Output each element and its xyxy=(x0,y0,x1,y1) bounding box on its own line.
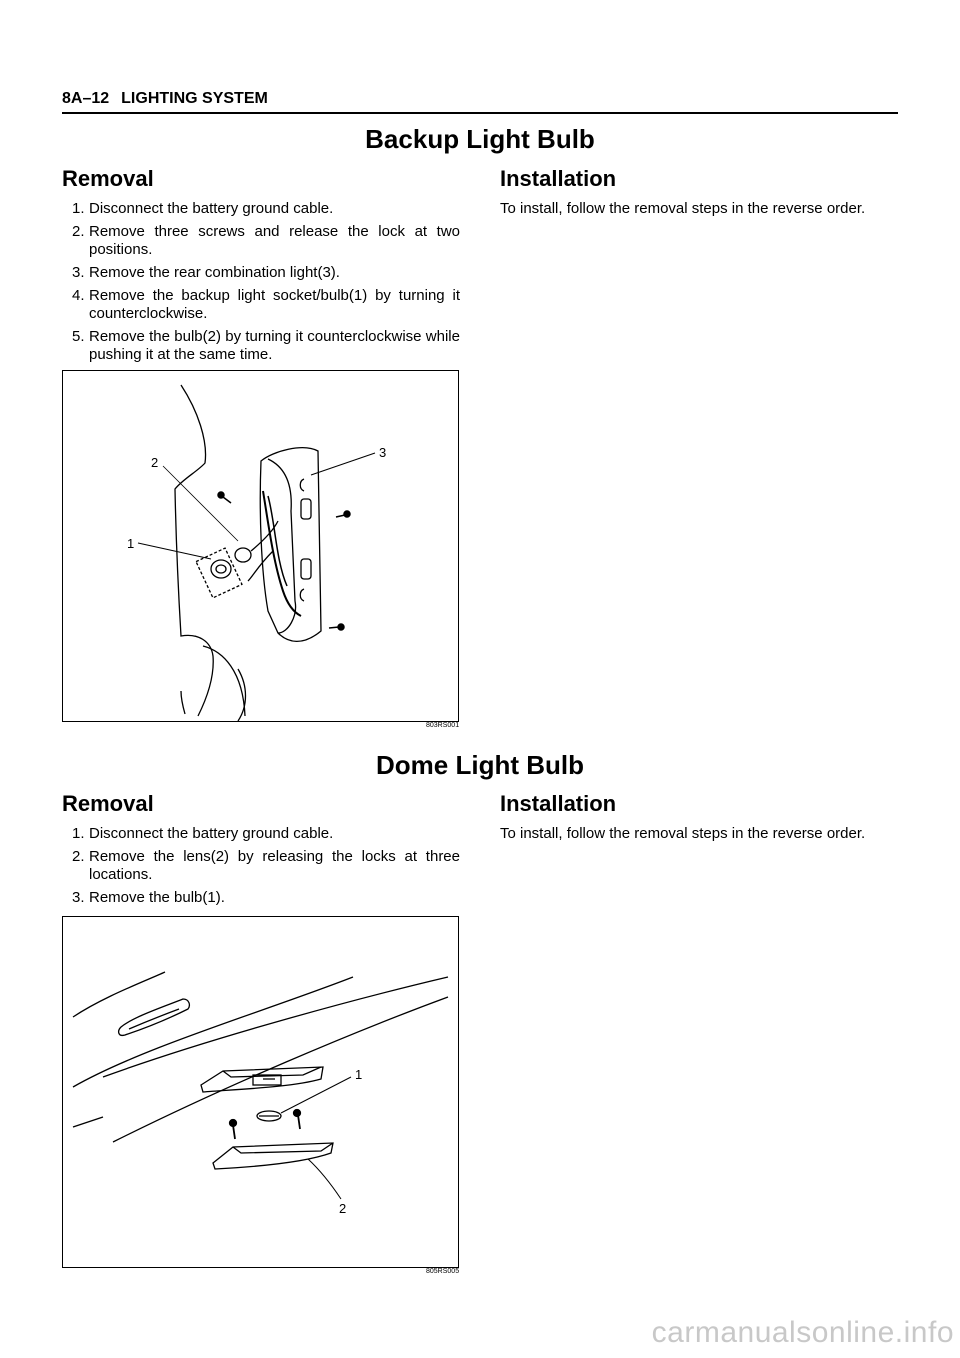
callout-2: 2 xyxy=(339,1201,347,1216)
backup-installation-column xyxy=(500,166,898,218)
backup-installation-heading: Installation xyxy=(500,166,617,191)
list-item: 4. Remove the backup light socket/bulb(1) by turning it counterclockwise. xyxy=(72,287,460,322)
dome-removal-heading: Removal xyxy=(62,791,154,816)
list-item: 3. Remove the rear combination light(3). xyxy=(72,264,340,281)
page-header xyxy=(62,90,898,114)
callout-3: 3 xyxy=(379,445,387,460)
dome-installation-text: To install, follow the removal steps in the reverse order. xyxy=(500,825,866,842)
figure-code-805RS005: 805RS005 xyxy=(426,1268,460,1275)
backup-removal-steps xyxy=(62,200,460,364)
dome-installation-heading: Installation xyxy=(500,791,617,816)
backup-removal-heading: Removal xyxy=(62,166,154,191)
callout-1: 1 xyxy=(127,536,135,551)
list-item: 2. Remove the lens(2) by releasing the locks at three locations. xyxy=(72,848,460,883)
dome-removal-steps xyxy=(62,825,460,907)
dome-light-illustration xyxy=(63,917,458,1267)
section-title-backup-light: Backup Light Bulb xyxy=(365,124,595,154)
figure-code-803RS001: 803RS001 xyxy=(426,722,460,729)
list-item: 1. Disconnect the battery ground cable. xyxy=(72,825,334,842)
watermark-link[interactable]: carmanualsonline.info xyxy=(651,1316,954,1349)
dome-removal-column xyxy=(62,791,460,912)
chapter-title: LIGHTING SYSTEM xyxy=(121,90,268,107)
dome-light-figure xyxy=(62,916,459,1268)
backup-light-figure xyxy=(62,370,459,722)
backup-light-illustration xyxy=(63,371,458,721)
backup-installation-text: To install, follow the removal steps in the reverse order. xyxy=(500,200,866,217)
callout-2: 2 xyxy=(151,455,159,470)
dome-installation-column xyxy=(500,791,898,843)
backup-removal-column xyxy=(62,166,460,369)
list-item: 3. Remove the bulb(1). xyxy=(72,889,225,906)
list-item: 5. Remove the bulb(2) by turning it counterclockwise while pushing it at the same time. xyxy=(72,328,460,363)
list-item: 1. Disconnect the battery ground cable. xyxy=(72,200,334,217)
section-title-dome-light: Dome Light Bulb xyxy=(376,750,584,780)
callout-1: 1 xyxy=(355,1067,363,1082)
list-item: 2. Remove three screws and release the lock at two positions. xyxy=(72,223,460,258)
page-number: 8A–12 xyxy=(62,90,110,107)
